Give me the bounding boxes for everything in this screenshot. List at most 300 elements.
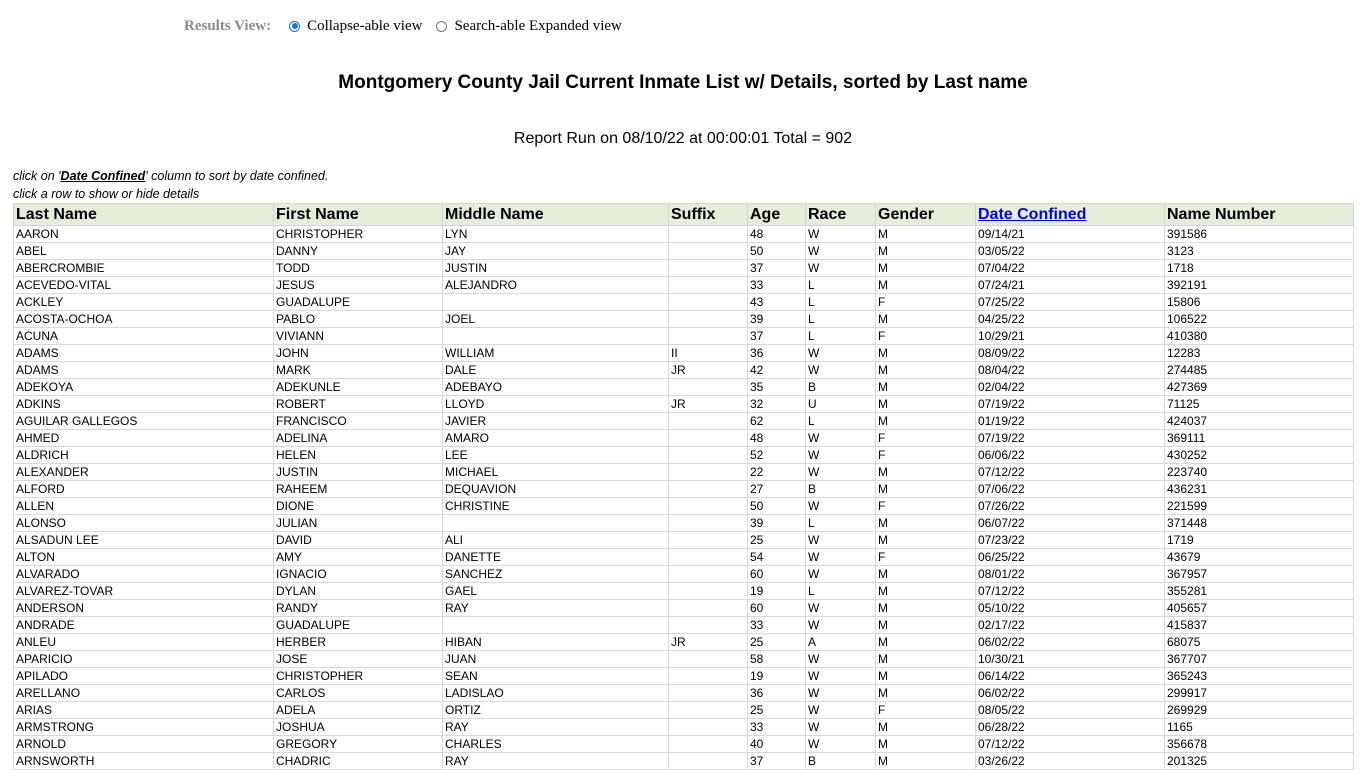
cell-age: 60	[748, 566, 806, 583]
cell-suffix	[669, 532, 748, 549]
cell-date-confined: 08/04/22	[976, 362, 1165, 379]
cell-first-name: FRANCISCO	[274, 413, 443, 430]
cell-first-name: AMY	[274, 549, 443, 566]
cell-date-confined: 06/28/22	[976, 719, 1165, 736]
cell-first-name: DYLAN	[274, 583, 443, 600]
cell-suffix	[669, 260, 748, 277]
table-row[interactable]	[14, 294, 1354, 311]
cell-race: W	[806, 498, 876, 515]
sort-date-confined-link[interactable]: Date Confined	[978, 205, 1087, 223]
cell-last-name: ALDRICH	[14, 447, 274, 464]
cell-date-confined: 07/19/22	[976, 396, 1165, 413]
cell-suffix	[669, 413, 748, 430]
cell-suffix	[669, 379, 748, 396]
cell-name-number: 424037	[1165, 413, 1354, 430]
sort-hint-link: Date Confined	[60, 169, 146, 183]
cell-first-name: HELEN	[274, 447, 443, 464]
table-row[interactable]	[14, 345, 1354, 362]
cell-suffix	[669, 668, 748, 685]
cell-middle-name: LEE	[443, 447, 669, 464]
table-header-row	[14, 204, 1354, 226]
cell-race: W	[806, 549, 876, 566]
cell-race: W	[806, 719, 876, 736]
cell-age: 27	[748, 481, 806, 498]
cell-date-confined: 07/24/21	[976, 277, 1165, 294]
cell-name-number: 371448	[1165, 515, 1354, 532]
table-row[interactable]	[14, 532, 1354, 549]
cell-first-name: DIONE	[274, 498, 443, 515]
cell-name-number: 369111	[1165, 430, 1354, 447]
cell-middle-name: JAY	[443, 243, 669, 260]
cell-date-confined: 02/17/22	[976, 617, 1165, 634]
cell-date-confined: 07/23/22	[976, 532, 1165, 549]
cell-first-name: TODD	[274, 260, 443, 277]
cell-age: 62	[748, 413, 806, 430]
cell-middle-name: LLOYD	[443, 396, 669, 413]
cell-gender: F	[876, 430, 976, 447]
cell-first-name: GUADALUPE	[274, 617, 443, 634]
cell-date-confined: 07/04/22	[976, 260, 1165, 277]
cell-name-number: 221599	[1165, 498, 1354, 515]
cell-middle-name	[443, 617, 669, 634]
table-row[interactable]	[14, 430, 1354, 447]
cell-last-name: ARELLANO	[14, 685, 274, 702]
col-age: Age	[748, 204, 806, 226]
cell-middle-name: ALEJANDRO	[443, 277, 669, 294]
cell-first-name: DAVID	[274, 532, 443, 549]
cell-age: 36	[748, 685, 806, 702]
row-hint: click a row to show or hide details	[13, 187, 200, 201]
cell-date-confined: 03/05/22	[976, 243, 1165, 260]
cell-last-name: ABERCROMBIE	[14, 260, 274, 277]
cell-last-name: APILADO	[14, 668, 274, 685]
cell-age: 48	[748, 226, 806, 243]
cell-gender: M	[876, 464, 976, 481]
cell-suffix	[669, 226, 748, 243]
cell-last-name: ABEL	[14, 243, 274, 260]
cell-suffix	[669, 753, 748, 770]
cell-name-number: 15806	[1165, 294, 1354, 311]
table-row[interactable]	[14, 226, 1354, 243]
cell-last-name: ADAMS	[14, 345, 274, 362]
cell-age: 25	[748, 532, 806, 549]
cell-age: 35	[748, 379, 806, 396]
cell-race: W	[806, 702, 876, 719]
cell-age: 39	[748, 311, 806, 328]
table-row[interactable]	[14, 668, 1354, 685]
table-row[interactable]	[14, 447, 1354, 464]
cell-gender: F	[876, 294, 976, 311]
cell-middle-name: SEAN	[443, 668, 669, 685]
table-row[interactable]	[14, 719, 1354, 736]
table-row[interactable]	[14, 260, 1354, 277]
cell-age: 40	[748, 736, 806, 753]
cell-race: L	[806, 311, 876, 328]
cell-race: W	[806, 736, 876, 753]
cell-name-number: 223740	[1165, 464, 1354, 481]
cell-suffix: JR	[669, 396, 748, 413]
cell-last-name: ARIAS	[14, 702, 274, 719]
cell-suffix	[669, 447, 748, 464]
cell-gender: M	[876, 753, 976, 770]
cell-last-name: ACOSTA-OCHOA	[14, 311, 274, 328]
cell-race: W	[806, 260, 876, 277]
cell-name-number: 274485	[1165, 362, 1354, 379]
sort-hint-suffix: ' column to sort by date confined.	[145, 169, 329, 183]
cell-name-number: 391586	[1165, 226, 1354, 243]
table-row[interactable]	[14, 651, 1354, 668]
cell-suffix	[669, 277, 748, 294]
cell-gender: M	[876, 651, 976, 668]
cell-last-name: ALFORD	[14, 481, 274, 498]
page-title: Montgomery County Jail Current Inmate List w/ Details, sorted by Last name	[338, 72, 1028, 93]
table-row[interactable]	[14, 362, 1354, 379]
cell-middle-name: GAEL	[443, 583, 669, 600]
expanded-view-radio[interactable]	[436, 21, 447, 32]
cell-gender: F	[876, 549, 976, 566]
sort-hint-prefix: click on '	[13, 169, 61, 183]
cell-race: B	[806, 379, 876, 396]
cell-name-number: 427369	[1165, 379, 1354, 396]
cell-first-name: JOSE	[274, 651, 443, 668]
cell-suffix	[669, 600, 748, 617]
cell-first-name: IGNACIO	[274, 566, 443, 583]
cell-race: B	[806, 753, 876, 770]
cell-middle-name: RAY	[443, 753, 669, 770]
table-row[interactable]	[14, 498, 1354, 515]
cell-name-number: 68075	[1165, 634, 1354, 651]
results-view-selector	[184, 16, 636, 36]
cell-age: 37	[748, 328, 806, 345]
table-row[interactable]	[14, 753, 1354, 770]
cell-gender: M	[876, 600, 976, 617]
cell-date-confined: 06/02/22	[976, 634, 1165, 651]
collapse-view-radio[interactable]	[289, 21, 300, 32]
table-row[interactable]	[14, 277, 1354, 294]
cell-race: L	[806, 328, 876, 345]
table-row[interactable]	[14, 685, 1354, 702]
table-row[interactable]	[14, 311, 1354, 328]
cell-middle-name: ORTIZ	[443, 702, 669, 719]
cell-gender: F	[876, 702, 976, 719]
cell-age: 36	[748, 345, 806, 362]
cell-date-confined: 06/25/22	[976, 549, 1165, 566]
table-row[interactable]	[14, 413, 1354, 430]
cell-gender: M	[876, 243, 976, 260]
cell-gender: M	[876, 481, 976, 498]
inmate-table	[13, 203, 1354, 770]
cell-date-confined: 03/26/22	[976, 753, 1165, 770]
cell-race: L	[806, 413, 876, 430]
table-row[interactable]	[14, 634, 1354, 651]
cell-first-name: RANDY	[274, 600, 443, 617]
cell-middle-name: RAY	[443, 600, 669, 617]
cell-first-name: CHRISTOPHER	[274, 668, 443, 685]
cell-middle-name: SANCHEZ	[443, 566, 669, 583]
cell-age: 22	[748, 464, 806, 481]
cell-date-confined: 05/10/22	[976, 600, 1165, 617]
cell-race: W	[806, 243, 876, 260]
cell-date-confined: 07/12/22	[976, 583, 1165, 600]
cell-gender: M	[876, 566, 976, 583]
cell-gender: M	[876, 736, 976, 753]
cell-name-number: 415837	[1165, 617, 1354, 634]
cell-last-name: ALTON	[14, 549, 274, 566]
table-row[interactable]	[14, 243, 1354, 260]
cell-middle-name: WILLIAM	[443, 345, 669, 362]
cell-date-confined: 04/25/22	[976, 311, 1165, 328]
cell-date-confined: 07/26/22	[976, 498, 1165, 515]
cell-race: W	[806, 362, 876, 379]
cell-suffix	[669, 481, 748, 498]
cell-last-name: ANDERSON	[14, 600, 274, 617]
cell-last-name: ALSADUN LEE	[14, 532, 274, 549]
cell-name-number: 405657	[1165, 600, 1354, 617]
cell-name-number: 410380	[1165, 328, 1354, 345]
cell-age: 19	[748, 668, 806, 685]
cell-last-name: ARMSTRONG	[14, 719, 274, 736]
cell-suffix	[669, 498, 748, 515]
cell-race: L	[806, 294, 876, 311]
cell-name-number: 1165	[1165, 719, 1354, 736]
cell-suffix	[669, 651, 748, 668]
cell-date-confined: 07/06/22	[976, 481, 1165, 498]
col-middle-name: Middle Name	[443, 204, 669, 226]
table-row[interactable]	[14, 583, 1354, 600]
cell-last-name: AGUILAR GALLEGOS	[14, 413, 274, 430]
cell-name-number: 1718	[1165, 260, 1354, 277]
cell-name-number: 392191	[1165, 277, 1354, 294]
cell-first-name: ADELA	[274, 702, 443, 719]
cell-first-name: JOSHUA	[274, 719, 443, 736]
table-row[interactable]	[14, 515, 1354, 532]
results-view-label: Results View:	[184, 17, 272, 34]
cell-middle-name	[443, 294, 669, 311]
cell-suffix	[669, 685, 748, 702]
cell-gender: M	[876, 379, 976, 396]
cell-first-name: PABLO	[274, 311, 443, 328]
cell-middle-name	[443, 328, 669, 345]
sort-hint	[13, 169, 328, 183]
cell-race: L	[806, 583, 876, 600]
table-row[interactable]	[14, 566, 1354, 583]
cell-name-number: 367707	[1165, 651, 1354, 668]
cell-suffix	[669, 549, 748, 566]
cell-race: W	[806, 566, 876, 583]
cell-name-number: 356678	[1165, 736, 1354, 753]
cell-suffix	[669, 566, 748, 583]
cell-suffix	[669, 702, 748, 719]
cell-first-name: GUADALUPE	[274, 294, 443, 311]
cell-suffix: II	[669, 345, 748, 362]
cell-middle-name: AMARO	[443, 430, 669, 447]
table-row[interactable]	[14, 617, 1354, 634]
cell-first-name: CHADRIC	[274, 753, 443, 770]
cell-race: W	[806, 226, 876, 243]
cell-middle-name	[443, 515, 669, 532]
cell-gender: M	[876, 634, 976, 651]
cell-name-number: 3123	[1165, 243, 1354, 260]
cell-race: W	[806, 430, 876, 447]
cell-last-name: ANLEU	[14, 634, 274, 651]
cell-first-name: MARK	[274, 362, 443, 379]
table-row[interactable]	[14, 481, 1354, 498]
cell-gender: M	[876, 362, 976, 379]
cell-suffix	[669, 294, 748, 311]
cell-age: 33	[748, 277, 806, 294]
cell-name-number: 355281	[1165, 583, 1354, 600]
table-row[interactable]	[14, 396, 1354, 413]
cell-middle-name: RAY	[443, 719, 669, 736]
cell-date-confined: 01/19/22	[976, 413, 1165, 430]
cell-gender: M	[876, 719, 976, 736]
table-row[interactable]	[14, 464, 1354, 481]
cell-age: 25	[748, 702, 806, 719]
cell-race: W	[806, 668, 876, 685]
cell-age: 50	[748, 243, 806, 260]
cell-last-name: ALONSO	[14, 515, 274, 532]
cell-name-number: 201325	[1165, 753, 1354, 770]
cell-race: L	[806, 277, 876, 294]
cell-gender: M	[876, 226, 976, 243]
cell-suffix	[669, 311, 748, 328]
table-row[interactable]	[14, 702, 1354, 719]
cell-age: 32	[748, 396, 806, 413]
table-row[interactable]	[14, 600, 1354, 617]
table-body	[14, 226, 1354, 770]
cell-suffix	[669, 617, 748, 634]
table-row[interactable]	[14, 549, 1354, 566]
cell-name-number: 430252	[1165, 447, 1354, 464]
cell-age: 58	[748, 651, 806, 668]
cell-name-number: 436231	[1165, 481, 1354, 498]
cell-date-confined: 06/02/22	[976, 685, 1165, 702]
cell-name-number: 299917	[1165, 685, 1354, 702]
cell-first-name: RAHEEM	[274, 481, 443, 498]
cell-middle-name: LADISLAO	[443, 685, 669, 702]
cell-gender: M	[876, 668, 976, 685]
cell-middle-name: CHRISTINE	[443, 498, 669, 515]
cell-middle-name: ALI	[443, 532, 669, 549]
cell-date-confined: 08/05/22	[976, 702, 1165, 719]
cell-first-name: HERBER	[274, 634, 443, 651]
cell-last-name: ADEKOYA	[14, 379, 274, 396]
cell-middle-name: DEQUAVION	[443, 481, 669, 498]
col-last-name: Last Name	[14, 204, 274, 226]
cell-race: W	[806, 447, 876, 464]
cell-gender: M	[876, 515, 976, 532]
cell-name-number: 365243	[1165, 668, 1354, 685]
cell-race: W	[806, 685, 876, 702]
cell-last-name: AARON	[14, 226, 274, 243]
cell-name-number: 367957	[1165, 566, 1354, 583]
cell-date-confined: 07/25/22	[976, 294, 1165, 311]
col-race: Race	[806, 204, 876, 226]
cell-date-confined: 09/14/21	[976, 226, 1165, 243]
table-row[interactable]	[14, 379, 1354, 396]
cell-middle-name: MICHAEL	[443, 464, 669, 481]
cell-date-confined: 08/09/22	[976, 345, 1165, 362]
cell-last-name: ACKLEY	[14, 294, 274, 311]
cell-first-name: GREGORY	[274, 736, 443, 753]
cell-age: 37	[748, 753, 806, 770]
cell-first-name: VIVIANN	[274, 328, 443, 345]
cell-middle-name: JUAN	[443, 651, 669, 668]
cell-date-confined: 07/12/22	[976, 736, 1165, 753]
cell-middle-name: HIBAN	[443, 634, 669, 651]
cell-date-confined: 06/07/22	[976, 515, 1165, 532]
cell-race: B	[806, 481, 876, 498]
cell-suffix: JR	[669, 634, 748, 651]
cell-gender: M	[876, 413, 976, 430]
cell-age: 39	[748, 515, 806, 532]
col-date-confined	[976, 204, 1165, 226]
expanded-view-option[interactable]	[436, 18, 621, 35]
cell-middle-name: JOEL	[443, 311, 669, 328]
col-first-name: First Name	[274, 204, 443, 226]
cell-date-confined: 06/14/22	[976, 668, 1165, 685]
cell-last-name: APARICIO	[14, 651, 274, 668]
cell-first-name: CARLOS	[274, 685, 443, 702]
cell-gender: F	[876, 498, 976, 515]
cell-age: 37	[748, 260, 806, 277]
expanded-view-label[interactable]: Search-able Expanded view	[454, 17, 622, 34]
cell-age: 54	[748, 549, 806, 566]
cell-age: 52	[748, 447, 806, 464]
cell-last-name: ARNSWORTH	[14, 753, 274, 770]
cell-name-number: 1719	[1165, 532, 1354, 549]
cell-race: W	[806, 532, 876, 549]
cell-suffix	[669, 719, 748, 736]
cell-middle-name: ADEBAYO	[443, 379, 669, 396]
cell-last-name: ALVAREZ-TOVAR	[14, 583, 274, 600]
cell-date-confined: 08/01/22	[976, 566, 1165, 583]
cell-race: W	[806, 464, 876, 481]
cell-age: 60	[748, 600, 806, 617]
cell-first-name: JESUS	[274, 277, 443, 294]
cell-last-name: ALEXANDER	[14, 464, 274, 481]
cell-first-name: JOHN	[274, 345, 443, 362]
table-row[interactable]	[14, 736, 1354, 753]
cell-last-name: ALLEN	[14, 498, 274, 515]
cell-gender: M	[876, 311, 976, 328]
cell-last-name: ANDRADE	[14, 617, 274, 634]
cell-suffix	[669, 328, 748, 345]
col-suffix: Suffix	[669, 204, 748, 226]
cell-suffix	[669, 583, 748, 600]
cell-gender: M	[876, 396, 976, 413]
cell-date-confined: 07/12/22	[976, 464, 1165, 481]
cell-first-name: ADELINA	[274, 430, 443, 447]
cell-last-name: ALVARADO	[14, 566, 274, 583]
collapse-view-label[interactable]: Collapse-able view	[307, 17, 423, 34]
cell-last-name: ADAMS	[14, 362, 274, 379]
collapse-view-option[interactable]	[289, 18, 422, 35]
cell-date-confined: 10/30/21	[976, 651, 1165, 668]
cell-first-name: DANNY	[274, 243, 443, 260]
cell-suffix	[669, 515, 748, 532]
report-run-info: Report Run on 08/10/22 at 00:00:01 Total = 902	[513, 130, 853, 147]
cell-age: 48	[748, 430, 806, 447]
cell-name-number: 43679	[1165, 549, 1354, 566]
cell-name-number: 71125	[1165, 396, 1354, 413]
cell-age: 43	[748, 294, 806, 311]
table-row[interactable]	[14, 328, 1354, 345]
cell-suffix	[669, 736, 748, 753]
col-name-number: Name Number	[1165, 204, 1354, 226]
cell-first-name: JULIAN	[274, 515, 443, 532]
cell-gender: F	[876, 328, 976, 345]
